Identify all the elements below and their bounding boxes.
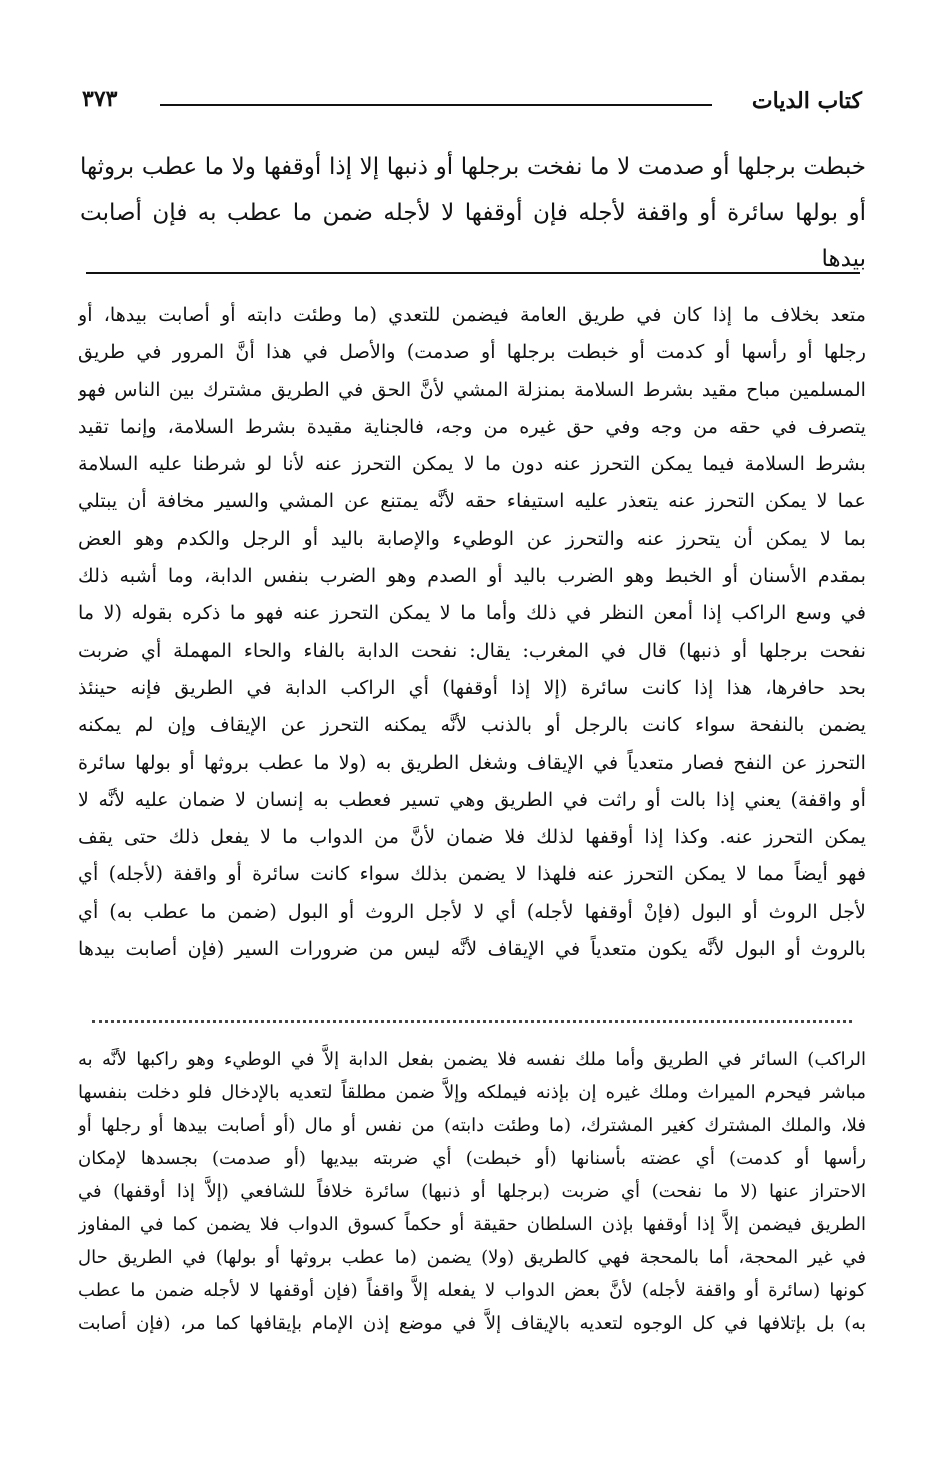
matn-line: أو بولها سائرة أو واقفة لأجله فإن أوقفها لا لأجله ضمن ما عطب به فإن أصابت بيدها (80, 200, 866, 272)
section-divider (86, 272, 860, 274)
footnote-text (78, 1043, 866, 1340)
sharh-line: متعد بخلاف ما إذا كان في طريق العامة فيضمن للتعدي (ما وطئت دابته أو أصابت بيدها، أو (78, 303, 866, 326)
sharh-line: فهو أيضاً مما لا يمكن التحرز عنه فلهذا لا يضمن بذلك سواء كانت سائرة أو واقفة (لأجله) أي (78, 862, 866, 886)
sharh-line: يتصرف في حقه من وجه وفي حق غيره من وجه، فالجناية مقيدة بشرط السلامة، وإنما تقيد (78, 414, 866, 438)
sharh-line: بمقدم الأسنان أو الخبط وهو الضرب باليد أو الصدم وهو الضرب بنفس الدابة، وما أشبه ذلك (78, 564, 866, 588)
sharh-line: عما لا يمكن التحرز عنه يتعذر عليه استيفاء حقه لأنَّه يمتنع عن المشي والسير مخافة أن يبتلي (78, 489, 866, 513)
sharh-line: رجلها أو رأسها أو كدمت أو خبطت برجلها أو صدمت) والأصل في هذا أنَّ المرور في طريق (78, 340, 866, 364)
hashiya-line: الاحتراز عنها (لا ما نفحت) أي ضربت (برجلها أو ذنبها) سائرة خلافاً للشافعي (إلاَّ إذا أوقفها) في (78, 1181, 866, 1202)
hashiya-line: في غير المحجة، أما بالمحجة فهي كالطريق (ولا) يضمن (ما عطب بروثها أو بولها) في الطريق حال (78, 1247, 866, 1268)
sharh-line: بشرط السلامة فيما يمكن التحرز عنه دون ما لا يمكن التحرز عنه لأنا لو شرطنا عليه السلامة (78, 452, 866, 476)
sharh-line: لأجل الروث أو البول (فإنْ أوقفها لأجله) أي لا لأجل الروث أو البول (ضمن ما عطب به) أي (78, 899, 866, 923)
sharh-line: بما لا يمكن أن يتحرز عنه والتحرز عن الوطيء والإصابة باليد أو الرجل والكدم وهو العض (78, 526, 866, 550)
hashiya-line: فلا، والملك المشترك كغير المشترك، (ما وطئت دابته) من نفس أو مال (أو أصابت بيدها أو رجلها أو (78, 1115, 866, 1136)
header-rule (160, 104, 712, 106)
hashiya-line: به) بل بإتلافها في كل الوجوه لتعديه بالإيقاف إلاَّ في موضع إذن الإمام بإيقافها كما مر، (فإن أصابت (78, 1313, 866, 1334)
hashiya-line: كونها (سائرة أو واقفة لأجله) لأنَّ بعض الدواب لا يفعله إلاَّ واقفاً (فإن أوقفها لا لأجله ضمن ما عطب (78, 1280, 866, 1301)
dotted-divider (92, 1020, 852, 1023)
hashiya-line: الراكب) السائر في الطريق وأما ملك نفسه فلا يضمن بفعل الدابة إلاَّ في الوطيء وهو راكبها لأنَّه به (78, 1049, 866, 1070)
sharh-line: نفحت برجلها أو ذنبها) قال في المغرب: يقال: نفحت الدابة بالفاء والحاء المهملة أي ضربت (78, 638, 866, 662)
sharh-line: في وسع الراكب إذا أمعن النظر في ذلك وأما ما لا يمكن التحرز عنه فهو ما ذكره بقوله (لا ما (78, 601, 866, 625)
sharh-line: بالروث أو البول لأنَّه يكون متعدياً في الإيقاف لأنَّه ليس من ضرورات السير (فإن أصابت بيدها (78, 937, 866, 961)
hashiya-line: رأسها أو كدمت) أي عضته بأسنانها (أو خبطت) أي ضربته بيديها (أو صدمت) بجسدها لإمكان (78, 1148, 866, 1169)
hashiya-line: الطريق فيضمن إلاَّ إذا أوقفها بإذن السلطان حقيقة أو حكماً كسوق الدواب فلا يضمن كما في المفاوز (78, 1214, 866, 1235)
matn-line: خبطت برجلها أو صدمت لا ما نفخت برجلها أو ذنبها إلا إذا أوقفها ولا ما عطب بروثها (80, 154, 866, 180)
page-header (82, 84, 862, 120)
sharh-line: يمكن التحرز عنه. وكذا إذا أوقفها لذلك فلا ضمان لأنَّ من الدواب ما لا يفعل ذلك حتى يقف (78, 825, 866, 849)
sharh-line: يضمن بالنفحة سواء كانت بالرجل أو بالذنب لأنَّه يمكنه التحرز عن الإيقاف وإن لم يمكنه (78, 713, 866, 737)
sharh-line: التحرز عن النفح فصار متعدياً في الإيقاف وشغل الطريق به (ولا ما عطب بروثها أو بولها سائرة (78, 750, 866, 774)
sharh-line: المسلمين مباح مقيد بشرط السلامة بمنزلة المشي لأنَّ الحق في الطريق مشترك بين الناس فهو (78, 377, 866, 401)
hashiya-line: مباشر فيحرم الميراث وملك غيره إن بإذنه فيملكه وإلاَّ ضمن مطلقاً لتعديه بالإدخال فلو دخلت بنفسها (78, 1082, 866, 1103)
sharh-line: بحد حافرها، هذا إذا كانت سائرة (إلا إذا أوقفها) أي الراكب الدابة في الطريق فإنه حينئذ (78, 675, 866, 699)
chapter-title: كتاب الديات (751, 88, 862, 114)
sharh-line: أو واقفة) يعني إذا بالت أو راثت في الطريق وهي تسير فعطب به إنسان لا ضمان عليه لأنَّه لا (78, 787, 866, 811)
page-number: ٣٧٣ (82, 86, 118, 112)
commentary-text (78, 296, 866, 967)
main-text (80, 144, 866, 282)
